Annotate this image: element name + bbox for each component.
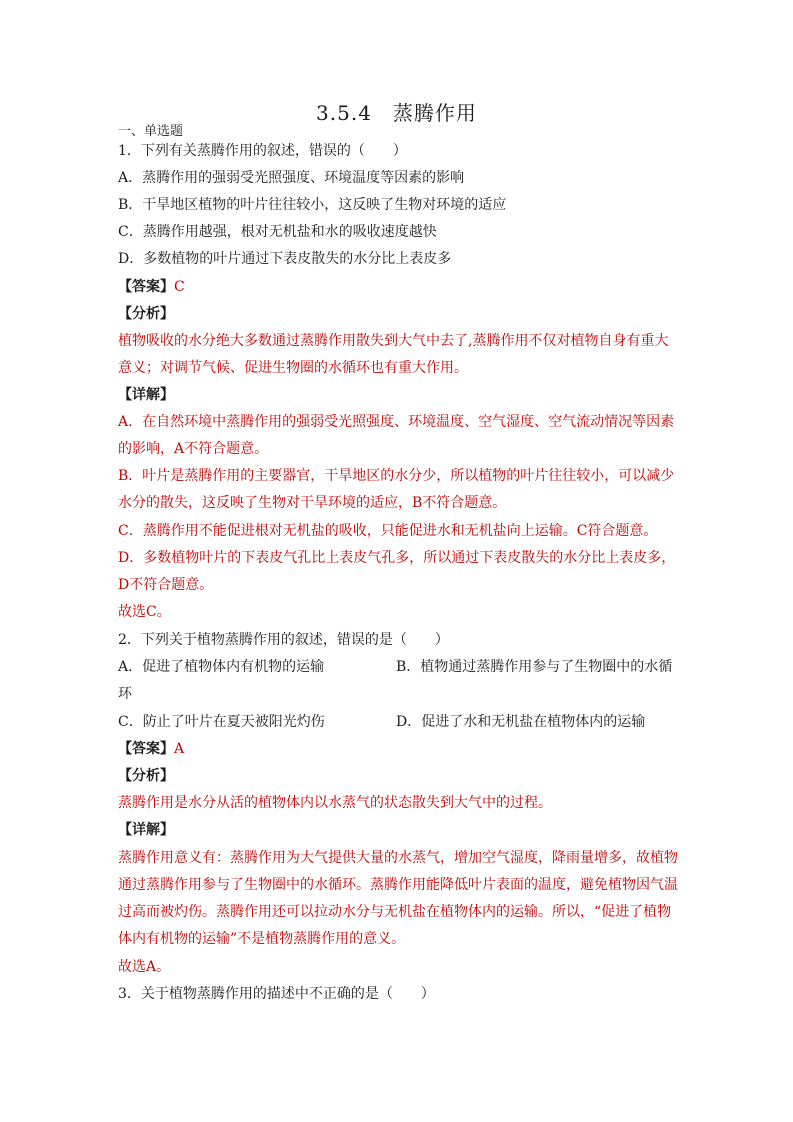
q1-option-d: D．多数植物的叶片通过下表皮散失的水分比上表皮多 [118,251,452,267]
q2-analysis-line: 蒸腾作用是水分从活的植物体内以水蒸气的状态散失到大气中的过程。 [118,795,552,811]
q1-option-a: A．蒸腾作用的强弱受光照强度、环境温度等因素的影响 [118,170,465,186]
q3-stem: 3．关于植物蒸腾作用的描述中不正确的是（ ） [118,986,435,1002]
q1-answer [118,278,678,296]
q1-stem: 1．下列有关蒸腾作用的叙述，错误的（ ） [118,143,407,159]
q2-option-a: A．促进了植物体内有机物的运输 [118,659,325,675]
q2-detail-line: 蒸腾作用意义有：蒸腾作用为大气提供大量的水蒸气，增加空气湿度，降雨量增多，故植物 [118,850,678,866]
q1-analysis-line: 植物吸收的水分绝大多数通过蒸腾作用散失到大气中去了,蒸腾作用不仅对植物自身有重大 [118,333,669,349]
q2-answer [118,740,678,758]
q1-detail-line: B．叶片是蒸腾作用的主要器官，干旱地区的水分少，所以植物的叶片往往较小，可以减少 [118,468,675,484]
q1-detail-line: C．蒸腾作用不能促进根对无机盐的吸收，只能促进水和无机盐向上运输。C符合题意。 [118,523,658,539]
q1-option-c: C．蒸腾作用越强，根对无机盐和水的吸收速度越快 [118,224,437,240]
q1-detail-tag: 【详解】 [118,387,174,403]
q1-detail-line: D．多数植物叶片的下表皮气孔比上表皮气孔多，所以通过下表皮散失的水分比上表皮多， [118,550,676,566]
q1-analysis-line: 意义；对调节气候、促进生物圈的水循环也有重大作用。 [118,360,468,376]
q1-option-b: B．干旱地区植物的叶片往往较小，这反映了生物对环境的适应 [118,197,507,213]
section-heading: 一、单选题 [118,124,184,139]
q2-option-b-cont: 环 [118,686,132,702]
answer-tag: 【答案】 [118,279,174,295]
q2-detail-tag: 【详解】 [118,822,174,838]
q1-detail-line: A．在自然环境中蒸腾作用的强弱受光照强度、环境温度、空气湿度、空气流动情况等因素 [118,414,675,430]
q2-conclusion: 故选A。 [118,959,171,975]
q1-analysis-tag: 【分析】 [118,306,174,322]
q2-detail-line: 通过蒸腾作用参与了生物圈中的水循环。蒸腾作用能降低叶片表面的温度，避免植物因气温 [118,877,678,893]
q2-analysis-tag: 【分析】 [118,768,174,784]
q2-option-c: C．防止了叶片在夏天被阳光灼伤 [118,714,325,730]
q1-detail-line: D不符合题意。 [118,577,214,593]
answer-value: C [174,279,185,295]
answer-tag: 【答案】 [118,741,174,757]
q1-detail-line: 的影响，A不符合题意。 [118,441,269,457]
q1-conclusion: 故选C。 [118,604,171,620]
q1-detail-line: 水分的散失，这反映了生物对干旱环境的适应，B不符合题意。 [118,495,507,511]
q2-detail-line: 体内有机物的运输”不是植物蒸腾作用的意义。 [118,931,406,947]
q2-option-d: D．促进了水和无机盐在植物体内的运输 [396,714,646,730]
q2-option-b: B．植物通过蒸腾作用参与了生物圈中的水循 [396,659,673,675]
q2-stem: 2．下列关于植物蒸腾作用的叙述，错误的是（ ） [118,632,449,648]
answer-value: A [174,741,185,757]
q2-detail-line: 过高而被灼伤。蒸腾作用还可以拉动水分与无机盐在植物体内的运输。所以，“促进了植物 [118,904,672,920]
page-title: 3.5.4 蒸腾作用 [316,101,477,125]
